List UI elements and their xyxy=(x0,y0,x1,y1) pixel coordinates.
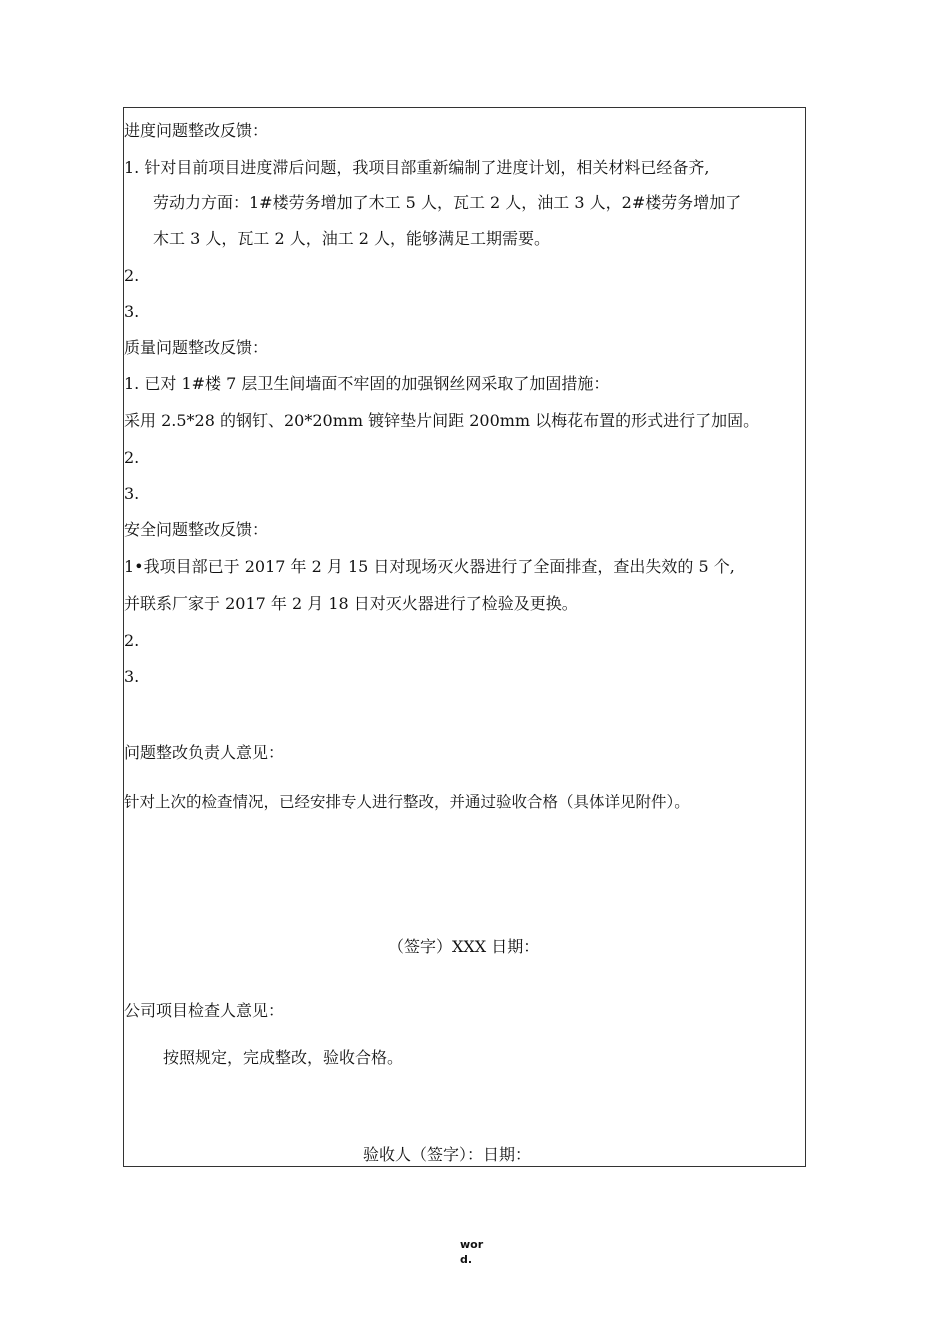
progress-heading: 进度问题整改反馈： xyxy=(124,121,269,140)
progress-item-1: 1. 针对目前项目进度滞后问题，我项目部重新编制了进度计划，相关材料已经备齐, xyxy=(124,158,710,177)
safety-item-1: 1•我项目部已于 2017 年 2 月 15 日对现场灭火器进行了全面排查，查出失效的 5 个, xyxy=(124,557,735,576)
inspector-opinion: 按照规定，完成整改，验收合格。 xyxy=(163,1048,404,1067)
responsible-signature: （签字）XXX 日期： xyxy=(388,937,540,956)
progress-item-3: 3. xyxy=(124,302,140,321)
safety-item-1-cont: 并联系厂家于 2017 年 2 月 18 日对灭火器进行了检验及更换。 xyxy=(124,594,578,613)
quality-item-3: 3. xyxy=(124,484,140,503)
safety-heading: 安全问题整改反馈： xyxy=(124,520,269,539)
footer-text: d. xyxy=(460,1253,473,1266)
quality-item-2: 2. xyxy=(124,448,140,467)
inspector-signature: 验收人（签字）：日期： xyxy=(363,1145,532,1164)
progress-item-2: 2. xyxy=(124,266,140,285)
safety-item-2: 2. xyxy=(124,631,140,650)
responsible-heading: 问题整改负责人意见： xyxy=(124,743,285,762)
responsible-opinion: 针对上次的检查情况，已经安排专人进行整改，并通过验收合格（具体详见附件）。 xyxy=(124,793,690,811)
inspector-heading: 公司项目检查人意见： xyxy=(124,1001,285,1020)
quality-heading: 质量问题整改反馈： xyxy=(124,338,269,357)
quality-item-1-cont: 采用 2.5*28 的钢钉、20*20mm 镀锌垫片间距 200mm 以梅花布置的形式进行了加固。 xyxy=(124,411,760,430)
safety-item-3: 3. xyxy=(124,667,140,686)
progress-item-1-cont: 劳动力方面：1#楼劳务增加了木工 5 人，瓦工 2 人，油工 3 人，2#楼劳务增加了 xyxy=(153,193,742,212)
progress-item-1-cont: 木工 3 人，瓦工 2 人，油工 2 人，能够满足工期需要。 xyxy=(153,229,551,248)
quality-item-1: 1. 已对 1#楼 7 层卫生间墙面不牢固的加强钢丝网采取了加固措施： xyxy=(124,374,610,393)
footer-text: wor xyxy=(460,1238,484,1251)
